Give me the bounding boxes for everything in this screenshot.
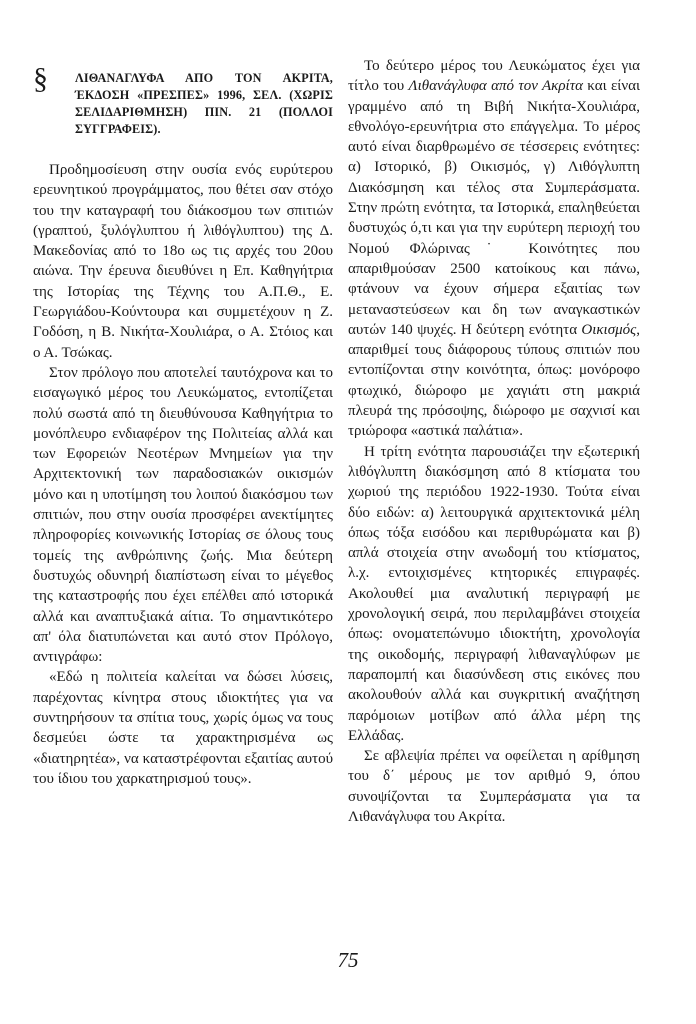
left-column xyxy=(33,62,333,789)
quoted-passage: «Εδώ η πολιτεία καλείται να δώσει λύσεις, παρέχοντας κίνητρα στους ιδιοκτήτες για να συντηρήσουν τα σπίτια τους, χωρίς όμως να τους δεσμεύει ώστε τα χαρακτηρισμένα ως «διατηρητέα», να καταστρέφονται εξαιτίας αυτού του ίδιου του χαρκατηρισμού τους». xyxy=(33,669,333,787)
section-sign-icon: § xyxy=(33,62,49,95)
book-subtitle: Λιθανάγλυφα από τον Ακρίτα xyxy=(408,78,583,95)
page-number: 75 xyxy=(337,948,359,972)
paragraph-second-part-text-a: Το δεύτερο μέρος του Λευκώματος έχει για τίτλο του xyxy=(348,58,640,95)
paragraph-third-section: Η τρίτη ενότητα παρουσιάζει την εξωτερική λιθόγλυπτη διακόσμηση από 8 κτίσματα του χωριού της περιόδου 1922-1930. Τούτα είναι δύο ειδών: α) λειτουργικά αρχιτεκτονικά μέλη όπως τόξα εισόδου και περιθυρώματα και β) απλά στοιχεία στην ανωδομή του κτίσματος, λ.χ. εντοιχισμένες κτητορικές επιγραφές. Ακολουθεί μια αναλυτική περιγραφή με χρονολογική σειρά, που περιλαμβάνει στοιχεία όπως: ονοματεπώνυμο ιδιοκτήτη, χρονολογία της οικοδομής, περιγραφή λιθαναγλύφων με παραπομπή και διασύνδεση στις εικόνες που ακολουθούν αλλά και συγκριτική αναζήτηση παρόμοιων μοτίβων από άλλα μέρη της Ελλάδας. xyxy=(348,443,640,744)
right-column xyxy=(348,56,640,827)
paragraph-conclusion: Σε αβλεψία πρέπει να οφείλεται η αρίθμηση του δ΄ μέρους με τον αριθμό 9, όπου συνοψίζονται τα Συμπεράσματα για τα Λιθανάγλυφα του Ακρίτα. xyxy=(348,748,640,825)
book-reference-heading xyxy=(33,62,333,138)
paragraph-second-part-text-b: και είναι γραμμένο από τη Βιβή Νικήτα-Χουλιάρα, εθνολόγο-ερευνήτρια στο επάγγελμα. Το μέρος αυτό είναι διαρθρωμένο σε τέσσερεις ενότητες: α) Ιστορικό, β) Οικισμός, γ) Λιθόγλυπτη Διακόσμηση και τέλος στα Συμπεράσματα. Στην πρώτη ενότητα, τα Ιστορικά, επαληθεύεται δυστυχώς ό,τι και για την ευρύτερη περιοχή του Νομού Φλώρινας˙ Κοινότητες που απαριθμούσαν 2500 κατοίκους και πάνω, φτάνουν να έχουν σήμερα εξαιτίας των μεταναστεύσεων και δη των αναγκαστικών αυτών 140 ψυχές. Η δεύτερη ενότητα xyxy=(348,78,640,338)
paragraph-introduction: Προδημοσίευση στην ουσία ενός ευρύτερου ερευνητικού προγράμματος, που θέτει σαν στόχο του την καταγραφή του διάκοσμου των σπιτιών (γραπτού, ξυλόγλυπτου ή λιθόγλυπτου) της Δ. Μακεδονίας από το 18ο ως τις αρχές του 20ου αιώνα. Την έρευνα διευθύνει η Επ. Καθηγήτρια της Ιστορίας της Τέχνης του Α.Π.Θ., Ε. Γεωργιάδου-Κούντουρα και συμμετέχουν η Ζ. Γοδόση, η Β. Νικήτα-Χουλιάρα, ο Α. Στόιος και ο Α. Τσώκας. xyxy=(33,162,333,361)
section-oikismos: Οικισμός xyxy=(581,321,637,338)
book-reference-text: ΛΙΘΑΝΑΓΛΥΦΑ ΑΠΟ ΤΟΝ ΑΚΡΙΤΑ, ΈΚΔΟΣΗ «ΠΡΕΣΠΕΣ» 1996, ΣΕΛ. (ΧΩΡΙΣ ΣΕΛΙΔΑΡΙΘΜΗΣΗ) ΠΙΝ. 21 (ΠΟΛΛΟΙ ΣΥΓΓΡΑΦΕΙΣ). xyxy=(75,71,333,136)
paragraph-second-part-text-c: , απαριθμεί τους διάφορους τύπους σπιτιών που εντοπίζονται στην κοινότητα, όπως: μονόροφο φτωχικό, διώροφο με χαγιάτι στη μακριά πλευρά της πρόσοψης, διώροφο με σαχνισί και τριώροφα «αστικά παλάτια». xyxy=(348,321,640,440)
paragraph-prologue: Στον πρόλογο που αποτελεί ταυτόχρονα και το εισαγωγικό μέρος του Λευκώματος, εντοπίζεται πολύ σωστά από τη διευθύνουσα Καθηγήτρια το μονόπλευρο ενδιαφέρον της Πολιτείας αλλά και των Εφορειών Νεοτέρων Μνημείων για την Αρχιτεκτονική των παραδοσιακών οικισμών μόνο και η υποτίμηση του λοιπού διακόσμου των σπιτιών, που στην ουσία προσφέρει ανεκτίμητες πληροφορίες κοινωνικής Ιστορίας σε όλους τους τομείς της ανθρώπινης ζωής. Μια δεύτερη δυστυχώς οδυνηρή διαπίστωση είναι το μέγεθος της καταστροφής που έχει επέλθει από ιστορικά αλλά και αναπτυξιακά αίτια. Το σημαντικότερο απ' όλα διατυπώνεται και αυτό στον Πρόλογο, αντιγράφω: xyxy=(33,364,333,666)
paragraph-second-part xyxy=(348,56,640,442)
